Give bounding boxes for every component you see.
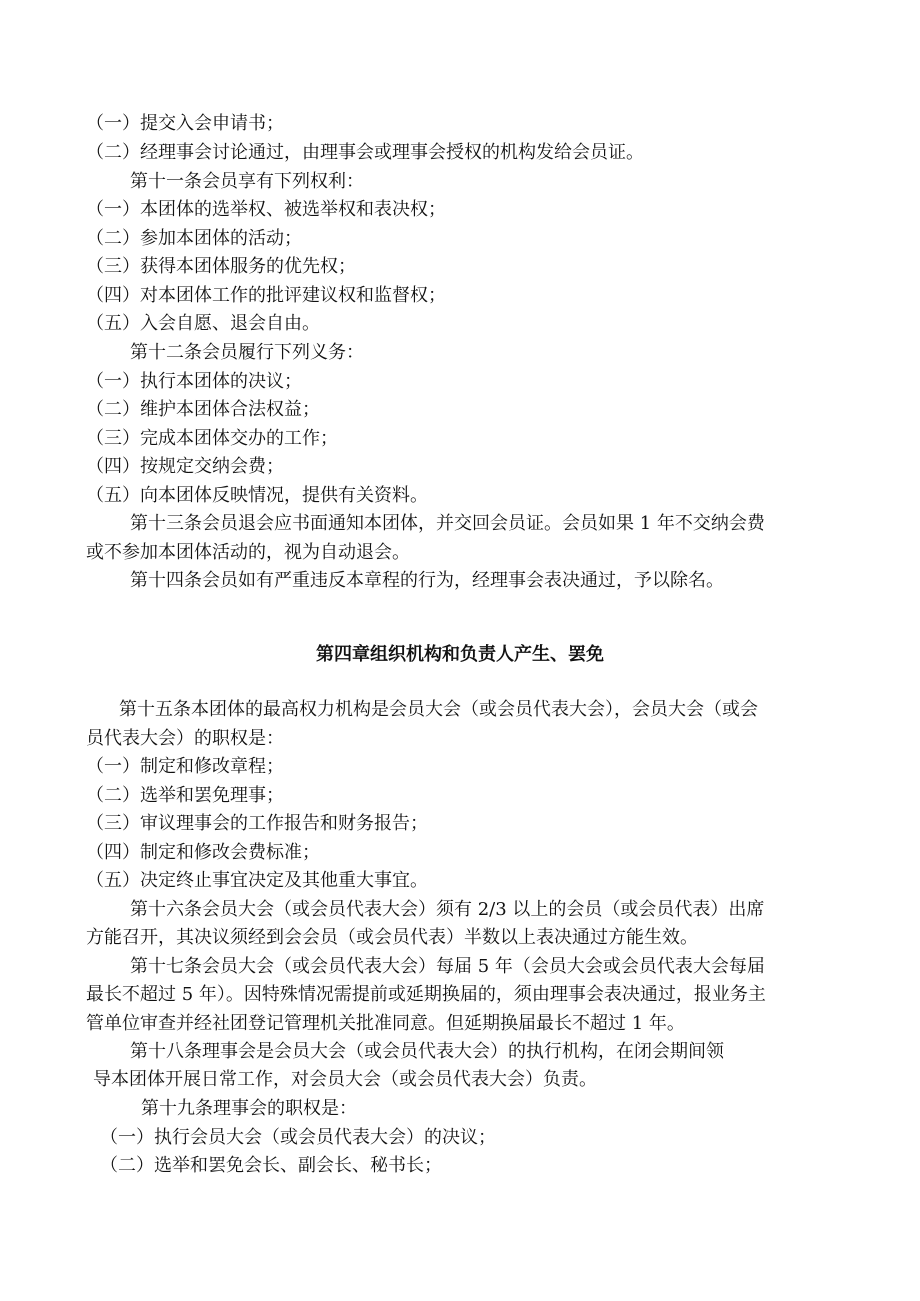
text-line: （一）本团体的选举权、被选举权和表决权； — [86, 199, 446, 220]
text-line: （一）提交入会申请书； — [86, 113, 284, 134]
text-line: （三）审议理事会的工作报告和财务报告； — [86, 813, 428, 834]
text-line: （四）对本团体工作的批评建议权和监督权； — [86, 285, 446, 306]
text-line: （二）维护本团体合法权益； — [86, 399, 320, 420]
text-line: （二）经理事会讨论通过，由理事会或理事会授权的机构发给会员证。 — [86, 142, 644, 163]
text-line: 管单位审查并经社团登记管理机关批准同意。但延期换届最长不超过 1 年。 — [86, 1013, 685, 1034]
article-line: 第十一条会员享有下列权利： — [130, 171, 364, 192]
text-line: （三）获得本团体服务的优先权； — [86, 256, 356, 277]
chapter-heading: 第四章组织机构和负责人产生、罢免 — [316, 644, 604, 665]
text-line: （二）选举和罢免会长、副会长、秘书长； — [100, 1155, 442, 1176]
text-line: （二）参加本团体的活动； — [86, 228, 302, 249]
text-line: （一）执行本团体的决议； — [86, 371, 302, 392]
article-line: 第十三条会员退会应书面通知本团体，并交回会员证。会员如果 1 年不交纳会费 — [130, 513, 765, 534]
text-line: （三）完成本团体交办的工作； — [86, 428, 338, 449]
text-line: （一）制定和修改章程； — [86, 756, 284, 777]
text-line: （五）向本团体反映情况，提供有关资料。 — [86, 485, 428, 506]
text-line: （五）决定终止事宜决定及其他重大事宜。 — [86, 870, 428, 891]
article-line: 第十四条会员如有严重违反本章程的行为，经理事会表决通过，予以除名。 — [130, 570, 724, 591]
text-line: 员代表大会）的职权是： — [86, 728, 284, 749]
article-line: 第十九条理事会的职权是： — [141, 1098, 357, 1119]
article-line: 第十二条会员履行下列义务： — [130, 342, 364, 363]
article-line: 第十六条会员大会（或会员代表大会）须有 2/3 以上的会员（或会员代表）出席 — [130, 899, 765, 920]
article-line: 第十五条本团体的最高权力机构是会员大会（或会员代表大会），会员大会（或会 — [119, 699, 758, 720]
text-line: （二）选举和罢免理事； — [86, 785, 284, 806]
text-line: （五）入会自愿、退会自由。 — [86, 313, 320, 334]
text-line: （四）按规定交纳会费； — [86, 456, 284, 477]
text-line: 方能召开，其决议须经到会会员（或会员代表）半数以上表决通过方能生效。 — [86, 927, 698, 948]
text-line: 或不参加本团体活动的，视为自动退会。 — [86, 542, 410, 563]
article-line: 第十八条理事会是会员大会（或会员代表大会）的执行机构，在闭会期间领 — [130, 1041, 724, 1062]
article-line: 第十七条会员大会（或会员代表大会）每届 5 年（会员大会或会员代表大会每届 — [130, 956, 765, 977]
text-line: 导本团体开展日常工作，对会员大会（或会员代表大会）负责。 — [93, 1069, 597, 1090]
text-line: （四）制定和修改会费标准； — [86, 842, 320, 863]
text-line: （一）执行会员大会（或会员代表大会）的决议； — [100, 1127, 496, 1148]
text-line: 最长不超过 5 年）。因特殊情况需提前或延期换届的，须由理事会表决通过，报业务主 — [86, 984, 766, 1005]
